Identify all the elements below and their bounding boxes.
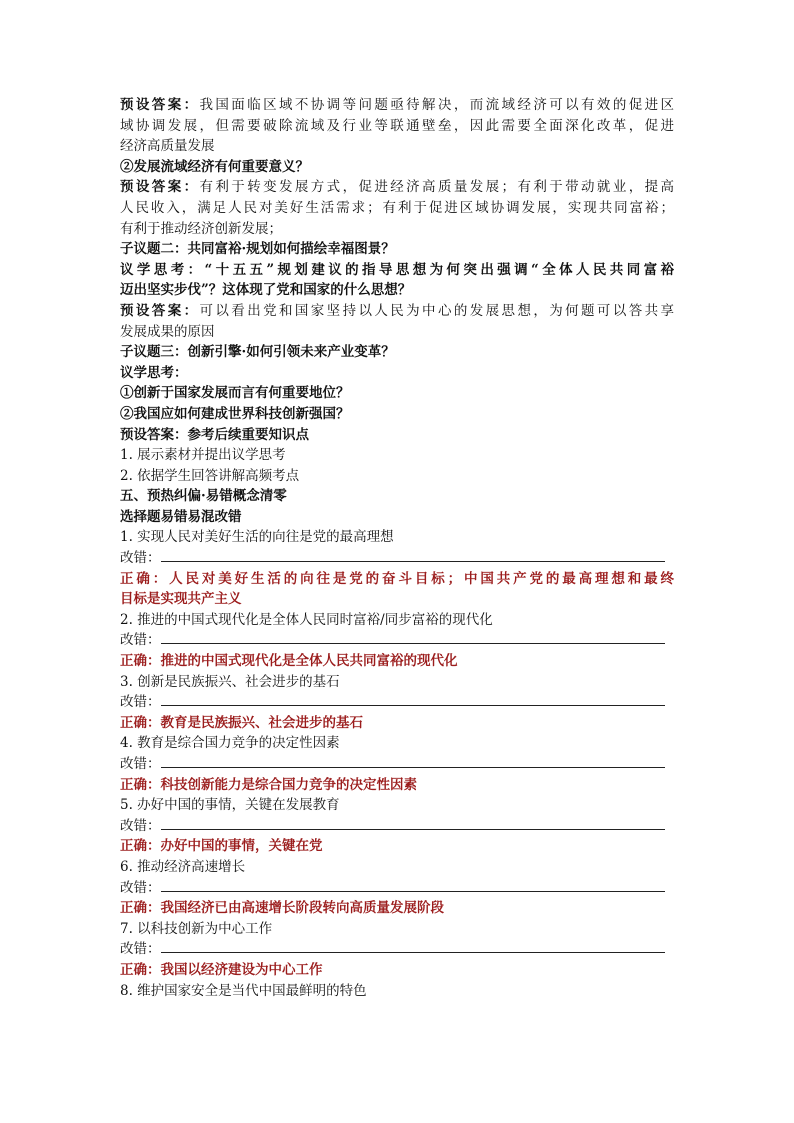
statement-5: 5. 办好中国的事情，关键在发展教育 bbox=[120, 797, 340, 814]
answer1-line2: 域协调发展，但需要破除流域及行业等联通壁垒，因此需要全面深化改革，促进 bbox=[120, 117, 674, 134]
sub-topic-2-heading: 子议题二：共同富裕·规划如何描绘幸福图景？ bbox=[120, 241, 395, 258]
correct-3: 正确：教育是民族振兴、社会进步的基石 bbox=[120, 714, 363, 731]
statement-3: 3. 创新是民族振兴、社会进步的基石 bbox=[120, 673, 340, 690]
fix-label: 改错： bbox=[120, 694, 161, 711]
answer2-line3: 有利于推动经济创新发展； bbox=[120, 220, 282, 237]
think3-question1: ①创新于国家发展而言有何重要地位？ bbox=[120, 385, 350, 402]
correct-7: 正确：我国以经济建设为中心工作 bbox=[120, 961, 323, 978]
section-five-subheading: 选择题易错易混改错 bbox=[120, 508, 242, 525]
think2-line2: 迈出坚实步伐”？这体现了党和国家的什么思想？ bbox=[120, 282, 412, 299]
answer3-line1 bbox=[120, 301, 674, 322]
answer-text: 有利于转变发展方式，促进经济高质量发展；有利于带动就业，提高 bbox=[199, 179, 674, 196]
answer4: 预设答案：参考后续重要知识点 bbox=[120, 426, 309, 443]
fix-label: 改错： bbox=[120, 550, 161, 567]
think2-line1: 议学思考：“十五五”规划建议的指导思想为何突出强调“全体人民共同富裕 bbox=[120, 261, 674, 278]
statement-4: 4. 教育是综合国力竞争的决定性因素 bbox=[120, 735, 340, 752]
fix-label: 改错： bbox=[120, 879, 161, 896]
fix-label: 改错： bbox=[120, 756, 161, 772]
answer-label: 预设答案： bbox=[120, 302, 200, 319]
fix-blank[interactable] bbox=[161, 754, 665, 768]
think3-question2: ②我国应如何建成世界科技创新强国？ bbox=[120, 405, 350, 422]
fix-blank[interactable] bbox=[161, 692, 665, 706]
correct-1-line1: 正确：人民对美好生活的向往是党的奋斗目标；中国共产党的最高理想和最终 bbox=[120, 570, 674, 587]
sub-topic-3-heading: 子议题三：创新引擎·如何引领未来产业变革？ bbox=[120, 344, 395, 361]
correct-2: 正确：推进的中国式现代化是全体人民共同富裕的现代化 bbox=[120, 653, 458, 670]
fix-blank[interactable] bbox=[161, 816, 665, 830]
fix-row-1 bbox=[120, 548, 674, 569]
fix-blank[interactable] bbox=[161, 548, 665, 562]
fix-row-2 bbox=[120, 630, 674, 651]
fix-label: 改错： bbox=[120, 632, 161, 649]
answer1-line1 bbox=[120, 95, 674, 116]
answer2-line2: 人民收入，满足人民对美好生活需求；有利于促进区域协调发展，实现共同富裕； bbox=[120, 199, 674, 216]
correct-6: 正确：我国经济已由高速增长阶段转向高质量发展阶段 bbox=[120, 900, 444, 917]
fix-blank[interactable] bbox=[161, 630, 665, 644]
correct-4: 正确：科技创新能力是综合国力竞争的决定性因素 bbox=[120, 776, 417, 793]
step2: 2. 依据学生回答讲解高频考点 bbox=[120, 467, 300, 484]
answer-label: 预设答案： bbox=[120, 179, 200, 196]
step1: 1. 展示素材并提出议学思考 bbox=[120, 447, 286, 464]
fix-blank[interactable] bbox=[161, 878, 665, 892]
fix-blank[interactable] bbox=[161, 939, 665, 953]
answer-label: 预设答案： bbox=[120, 97, 200, 113]
statement-2: 2. 推进的中国式现代化是全体人民同时富裕/同步富裕的现代化 bbox=[120, 611, 493, 628]
document-page bbox=[120, 95, 674, 1001]
answer3-line2: 发展成果的原因 bbox=[120, 323, 215, 340]
fix-row-7 bbox=[120, 939, 674, 960]
answer-text: 我国面临区域不协调等问题亟待解决，而流域经济可以有效的促进区 bbox=[199, 97, 674, 113]
statement-8: 8. 维护国家安全是当代中国最鲜明的特色 bbox=[120, 982, 367, 999]
fix-row-3 bbox=[120, 692, 674, 713]
answer1-line3: 经济高质量发展 bbox=[120, 138, 215, 155]
section-five-heading: 五、预热纠偏·易错概念清零 bbox=[120, 488, 287, 505]
correct-5: 正确：办好中国的事情，关键在党 bbox=[120, 838, 323, 855]
statement-7: 7. 以科技创新为中心工作 bbox=[120, 920, 273, 937]
fix-label: 改错： bbox=[120, 817, 161, 834]
statement-6: 6. 推动经济高速增长 bbox=[120, 858, 246, 875]
answer2-line1 bbox=[120, 177, 674, 198]
fix-row-4 bbox=[120, 754, 674, 775]
fix-row-5 bbox=[120, 816, 674, 837]
fix-row-6 bbox=[120, 878, 674, 899]
correct-1-line2: 目标是实现共产主义 bbox=[120, 591, 242, 608]
answer-text: 可以看出党和国家坚持以人民为中心的发展思想，为何题可以答共享 bbox=[199, 302, 674, 319]
statement-1: 1. 实现人民对美好生活的向往是党的最高理想 bbox=[120, 529, 394, 546]
fix-label: 改错： bbox=[120, 941, 161, 958]
question2: ②发展流域经济有何重要意义？ bbox=[120, 158, 309, 175]
think3-label: 议学思考： bbox=[120, 364, 188, 381]
